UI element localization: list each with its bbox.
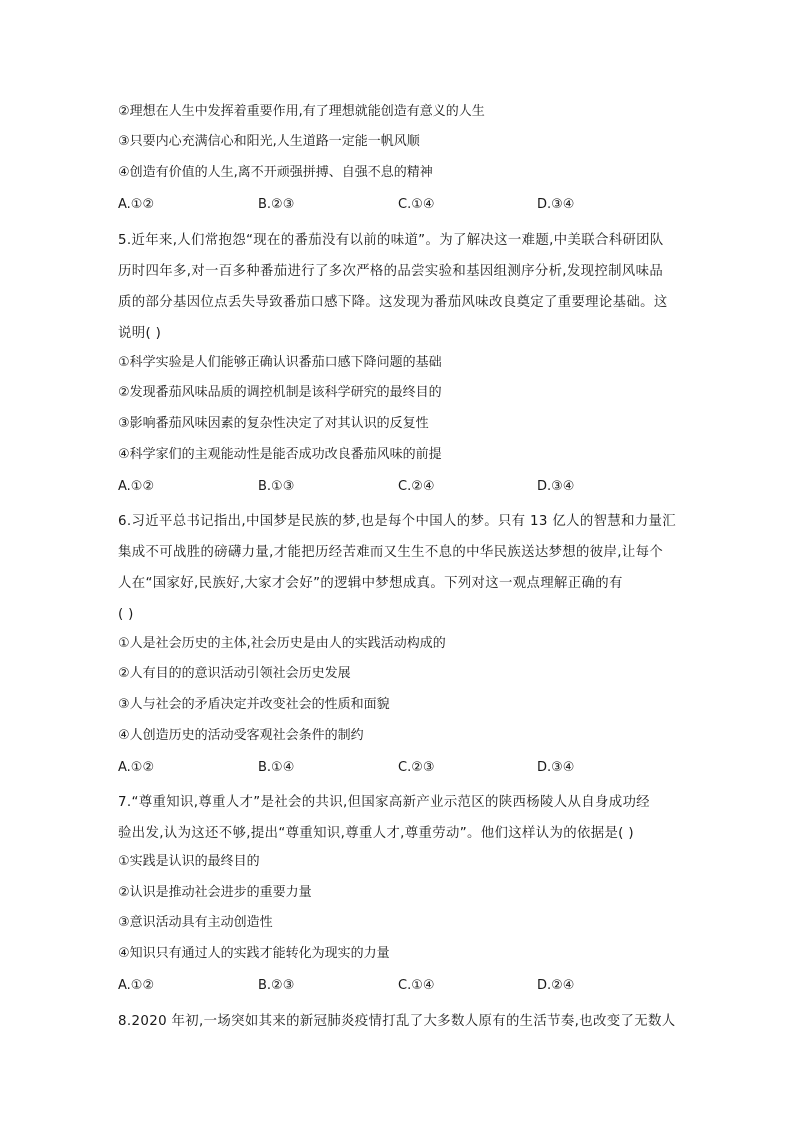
q5-option-c: C.②④ [398,479,435,494]
q6-stem-line-4: ( ) [118,607,134,622]
q5-item-2: ②发现番茄风味品质的调控机制是该科学研究的最终目的 [118,385,442,400]
q7-option-a: A.①② [118,978,155,993]
q5-stem-line-4: 说明( ) [118,326,162,341]
q7-item-1: ①实践是认识的最终目的 [118,854,260,869]
q4-option-a: A.①② [118,197,155,212]
q5-option-b: B.①③ [258,479,295,494]
q5-stem-line-3: 质的部分基因位点丢失导致番茄口感下降。这发现为番茄风味改良奠定了重要理论基础。这 [118,295,668,310]
q5-option-a: A.①② [118,479,155,494]
q7-stem-line-2: 验出发,认为这还不够,提出“尊重知识,尊重人才,尊重劳动”。他们这样认为的依据是( ) [118,826,634,841]
q7-option-d: D.②④ [537,978,575,993]
q4-options [118,195,678,215]
q6-option-d: D.③④ [537,760,575,775]
q4-item-3: ③只要内心充满信心和阳光,人生道路一定能一帆风顺 [118,134,420,149]
q4-option-c: C.①④ [398,197,435,212]
q4-item-2: ②理想在人生中发挥着重要作用,有了理想就能创造有意义的人生 [118,104,485,119]
q6-option-b: B.①④ [258,760,295,775]
q6-item-4: ④人创造历史的活动受客观社会条件的制约 [118,728,364,743]
q7-item-2: ②认识是推动社会进步的重要力量 [118,885,312,900]
q5-item-4: ④科学家们的主观能动性是能否成功改良番茄风味的前提 [118,447,442,462]
q7-option-c: C.①④ [398,978,435,993]
q5-options [118,477,678,497]
q6-option-c: C.②③ [398,760,435,775]
q5-item-1: ①科学实验是人们能够正确认识番茄口感下降问题的基础 [118,355,442,370]
q7-option-b: B.②③ [258,978,295,993]
q5-stem-line-1: 5.近年来,人们常抱怨“现在的番茄没有以前的味道”。为了解决这一难题,中美联合科研团队 [118,233,664,248]
q7-stem-line-1: 7.“尊重知识,尊重人才”是社会的共识,但国家高新产业示范区的陕西杨陵人从自身成功经 [118,795,650,810]
q7-item-4: ④知识只有通过人的实践才能转化为现实的力量 [118,946,390,961]
q5-item-3: ③影响番茄风味因素的复杂性决定了对其认识的反复性 [118,416,429,431]
q6-options [118,758,678,778]
q6-stem-line-2: 集成不可战胜的磅礴力量,才能把历经苦难而又生生不息的中华民族送达梦想的彼岸,让每个 [118,545,664,560]
q6-item-2: ②人有目的的意识活动引领社会历史发展 [118,666,351,681]
q4-option-d: D.③④ [537,197,575,212]
q6-stem-line-3: 人在“国家好,民族好,大家才会好”的逻辑中梦想成真。下列对这一观点理解正确的有 [118,576,623,591]
q6-stem-line-1: 6.习近平总书记指出,中国梦是民族的梦,也是每个中国人的梦。只有 13 亿人的智慧和力量汇 [118,514,677,529]
q6-item-1: ①人是社会历史的主体,社会历史是由人的实践活动构成的 [118,636,446,651]
q4-option-b: B.②③ [258,197,295,212]
q5-option-d: D.③④ [537,479,575,494]
q7-item-3: ③意识活动具有主动创造性 [118,915,273,930]
q8-stem-line-1: 8.2020 年初,一场突如其来的新冠肺炎疫情打乱了大多数人原有的生活节奏,也改变了无数人 [118,1014,676,1029]
q6-option-a: A.①② [118,760,155,775]
q5-stem-line-2: 历时四年多,对一百多种番茄进行了多次严格的品尝实验和基因组测序分析,发现控制风味品 [118,264,664,279]
q4-item-4: ④创造有价值的人生,离不开顽强拼搏、自强不息的精神 [118,165,433,180]
q7-options [118,976,678,996]
q6-item-3: ③人与社会的矛盾决定并改变社会的性质和面貌 [118,697,390,712]
